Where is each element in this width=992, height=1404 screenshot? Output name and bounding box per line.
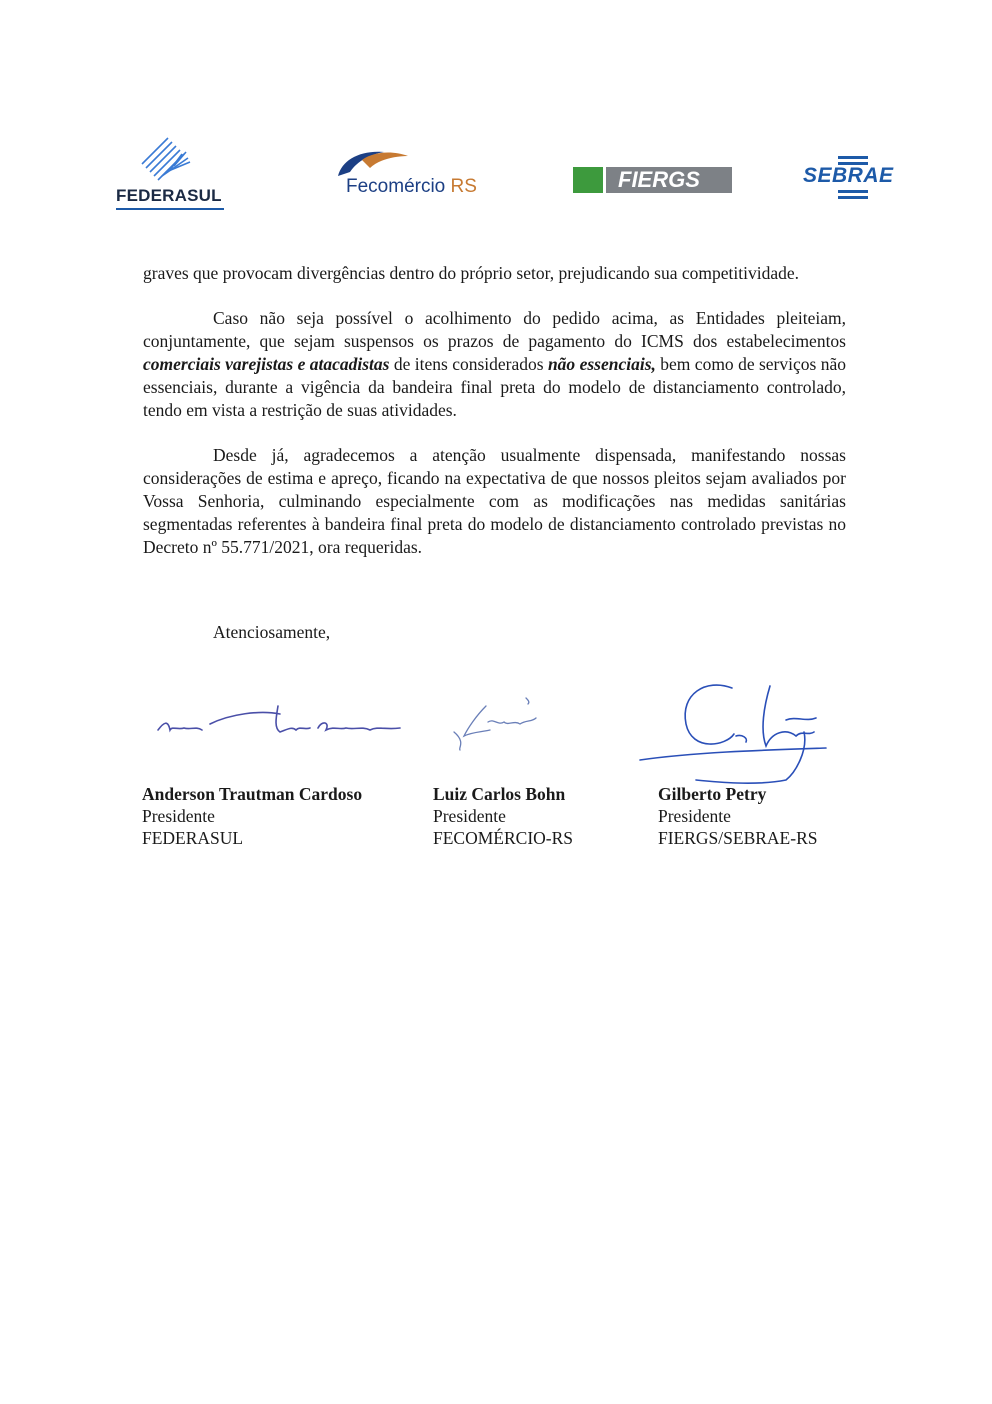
- header-logos: [0, 120, 992, 220]
- signer-title: Presidente: [433, 806, 506, 826]
- sebrae-stripe: [838, 190, 868, 193]
- signature-gilberto: [636, 676, 846, 786]
- sebrae-logo: [800, 154, 900, 204]
- fecomercio-wordmark: [346, 176, 477, 198]
- federasul-stripes-icon: [112, 130, 227, 186]
- sebrae-stripe: [838, 196, 868, 199]
- signer-block-2: [433, 783, 573, 849]
- signer-name: Luiz Carlos Bohn: [433, 784, 566, 804]
- fecomercio-logo: [332, 146, 502, 206]
- signer-name: Anderson Trautman Cardoso: [142, 784, 363, 804]
- federasul-logo: [112, 130, 227, 210]
- signer-org: FIERGS/SEBRAE-RS: [658, 828, 818, 848]
- paragraph-2: [143, 307, 846, 422]
- signature-anderson: [150, 700, 420, 750]
- sebrae-wordmark: SEBRAE: [803, 164, 894, 187]
- emphasis-comerciais: comerciais varejistas e atacadistas: [143, 354, 390, 374]
- fiergs-logo: [573, 165, 735, 195]
- signer-org: FECOMÉRCIO-RS: [433, 828, 574, 848]
- signer-title: Presidente: [658, 806, 731, 826]
- closing-salutation: Atenciosamente,: [213, 622, 331, 642]
- signer-name: Gilberto Petry: [658, 784, 767, 804]
- paragraph-1: graves que provocam divergências dentro do próprio setor, prejudicando sua competitividade.: [143, 263, 799, 283]
- signature-luiz: [446, 692, 546, 754]
- signer-title: Presidente: [142, 806, 215, 826]
- letter-body: [143, 262, 846, 581]
- federasul-wordmark: FEDERASUL: [116, 186, 222, 205]
- paragraph-3: Desde já, agradecemos a atenção usualmente dispensada, manifestando nossas considerações de estima e apreço, ficando na expectativa de que nossos pleitos sejam avaliados por Vossa Senhoria, culminando especialmente com as modificações nas medidas sanitárias segmentadas referentes à bandeira final preta do modelo de distanciamento controlado previstas no Decreto nº 55.771/2021, ora requeridas.: [143, 445, 846, 557]
- paragraph-2-part: de itens considerados: [389, 354, 548, 374]
- signer-block-3: [658, 783, 817, 849]
- fecomercio-rs: RS: [450, 176, 477, 197]
- paragraph-2-part: Caso não seja possível o acolhimento do pedido acima, as Entidades pleiteiam, conjuntamente, que sejam suspensos os prazos de pagamento do ICMS dos estabelecimentos: [143, 308, 846, 351]
- emphasis-nao-essenciais: não essenciais,: [547, 354, 656, 374]
- fiergs-wordmark: FIERGS: [606, 167, 732, 193]
- signer-org: FEDERASUL: [142, 828, 244, 848]
- fiergs-emblem-icon: [573, 167, 603, 193]
- signer-block-1: [142, 783, 362, 849]
- fecomercio-name: Fecomércio: [346, 176, 446, 197]
- paragraph-2-part: bem como de serviços não essenciais, durante a vigência da bandeira final preta do modelo de distanciamento controlado, tendo em vista a restrição de suas atividades.: [143, 354, 846, 420]
- federasul-underline: [116, 208, 224, 210]
- sebrae-stripe: [838, 156, 868, 159]
- fecomercio-swoosh-icon: [332, 146, 412, 180]
